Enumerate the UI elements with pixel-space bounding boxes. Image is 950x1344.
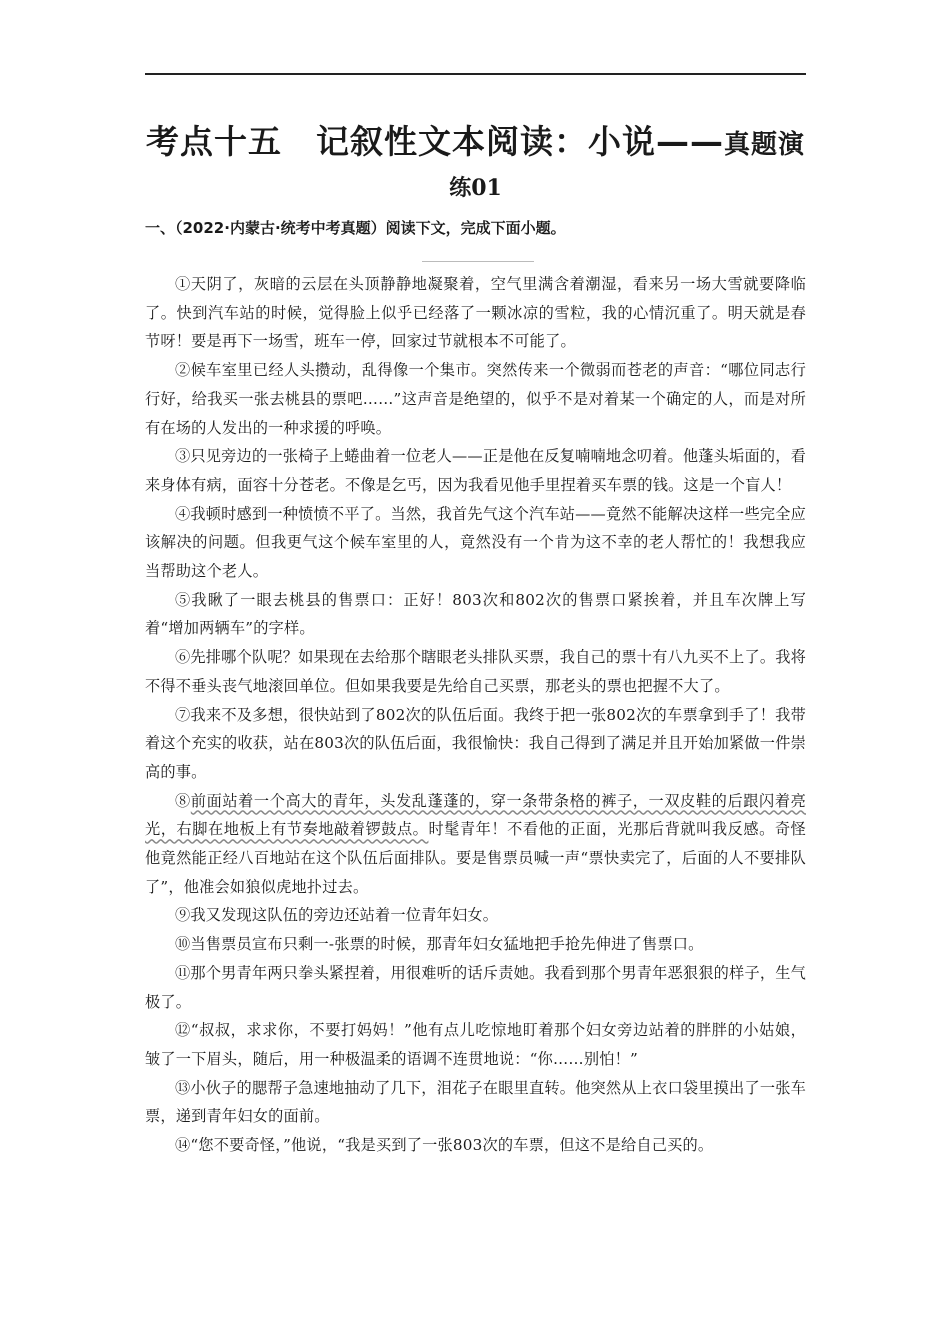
paragraph-12: ⑫“叔叔，求求你，不要打妈妈！”他有点儿吃惊地盯着那个妇女旁边站着的胖胖的小姑娘，皱了一下眉头，随后，用一种极温柔的语调不连贯地说：“你……别怕！” (145, 1021, 806, 1068)
paragraph-5: ⑤我瞅了一眼去桃县的售票口：正好！803次和802次的售票口紧挨着，并且车次牌上写着“增加两辆车”的字样。 (145, 590, 806, 638)
page-title (145, 118, 806, 169)
paragraph-2: ②候车室里已经人头攒动，乱得像一个集市。突然传来一个微弱而苍老的声音：“哪位同志行行好，给我买一张去桃县的票吧……”这声音是绝望的，似乎不是对着某一个确定的人，而是对所有在场的人发出的一种求援的呼唤。 (145, 361, 806, 437)
reading-passage (145, 270, 806, 1160)
paragraph-8-underlined: 前面站着一个高大的青年，头发乱蓬蓬的，穿一条带条格的裤子，一双皮鞋的后跟闪着亮光，右脚在地板上有节奏地敲着锣鼓点。 (145, 791, 806, 839)
paragraph-11: ⑪那个男青年两只拳头紧捏着，用很难听的话斥责她。我看到那个男青年恶狠狠的样子，生气极了。 (145, 963, 806, 1011)
paragraph-8-number: ⑧ (175, 791, 191, 810)
title-dash: —— (655, 122, 724, 161)
paragraph-8 (145, 787, 806, 902)
title-main: 考点十五 记叙性文本阅读：小说 (145, 122, 656, 161)
paragraph-3: ③只见旁边的一张椅子上蜷曲着一位老人——正是他在反复喃喃地念叨着。他蓬头垢面的，看来身体有病，面容十分苍老。不像是乞丐，因为我看见他手里捏着买车票的钱。这是一个盲人！ (145, 447, 806, 494)
page-title-line2: 练01 (449, 175, 502, 201)
paragraph-8-rest: 时髦青年！不看他的正面，光那后背就叫我反感。奇怪他竟然能正经八百地站在这个队伍后面排队。要是售票员喊一声“票快卖完了，后面的人不要排队了”，他准会如狼似虎地扑过去。 (145, 820, 806, 896)
paragraph-10: ⑩当售票员宣布只剩一-张票的时候，那青年妇女猛地把手抢先伸进了售票口。 (175, 935, 704, 954)
divider (422, 261, 534, 262)
paragraph-4: ④我顿时感到一种愤愤不平了。当然，我首先气这个汽车站——竟然不能解决这样一些完全应该解决的问题。但我更气这个候车室里的人，竟然没有一个肯为这不幸的老人帮忙的！我想我应当帮助这个老人。 (145, 504, 806, 581)
top-rule (145, 73, 806, 75)
title-sub: 真题演 (723, 130, 805, 160)
paragraph-7: ⑦我来不及多想，很快站到了802次的队伍后面。我终于把一张802次的车票拿到手了！我带着这个充实的收获，站在803次的队伍后面，我很愉快：我自己得到了满足并且开始加紧做一件崇高的事。 (145, 705, 806, 781)
paragraph-6: ⑥先排哪个队呢？如果现在去给那个瞎眼老头排队买票，我自己的票十有八九买不上了。我将不得不垂头丧气地滚回单位。但如果我要是先给自己买票，那老头的票也把握不大了。 (145, 648, 806, 695)
question-heading: 一、（2022·内蒙古·统考中考真题）阅读下文，完成下面小题。 (145, 219, 566, 237)
paragraph-13: ⑬小伙子的腮帮子急速地抽动了几下，泪花子在眼里直转。他突然从上衣口袋里摸出了一张车票，递到青年妇女的面前。 (145, 1078, 806, 1126)
paragraph-9: ⑨我又发现这队伍的旁边还站着一位青年妇女。 (175, 906, 499, 925)
paragraph-1: ①天阴了，灰暗的云层在头顶静静地凝聚着，空气里满含着潮湿，看来另一场大雪就要降临了。快到汽车站的时候，觉得脸上似乎已经落了一颗冰凉的雪粒，我的心情沉重了。明天就是春节呀！要是再下一场雪，班车一停，回家过节就根本不可能了。 (145, 275, 806, 351)
paragraph-14: ⑭“您不要奇怪，”他说，“我是买到了一张803次的车票，但这不是给自己买的。 (175, 1136, 714, 1155)
